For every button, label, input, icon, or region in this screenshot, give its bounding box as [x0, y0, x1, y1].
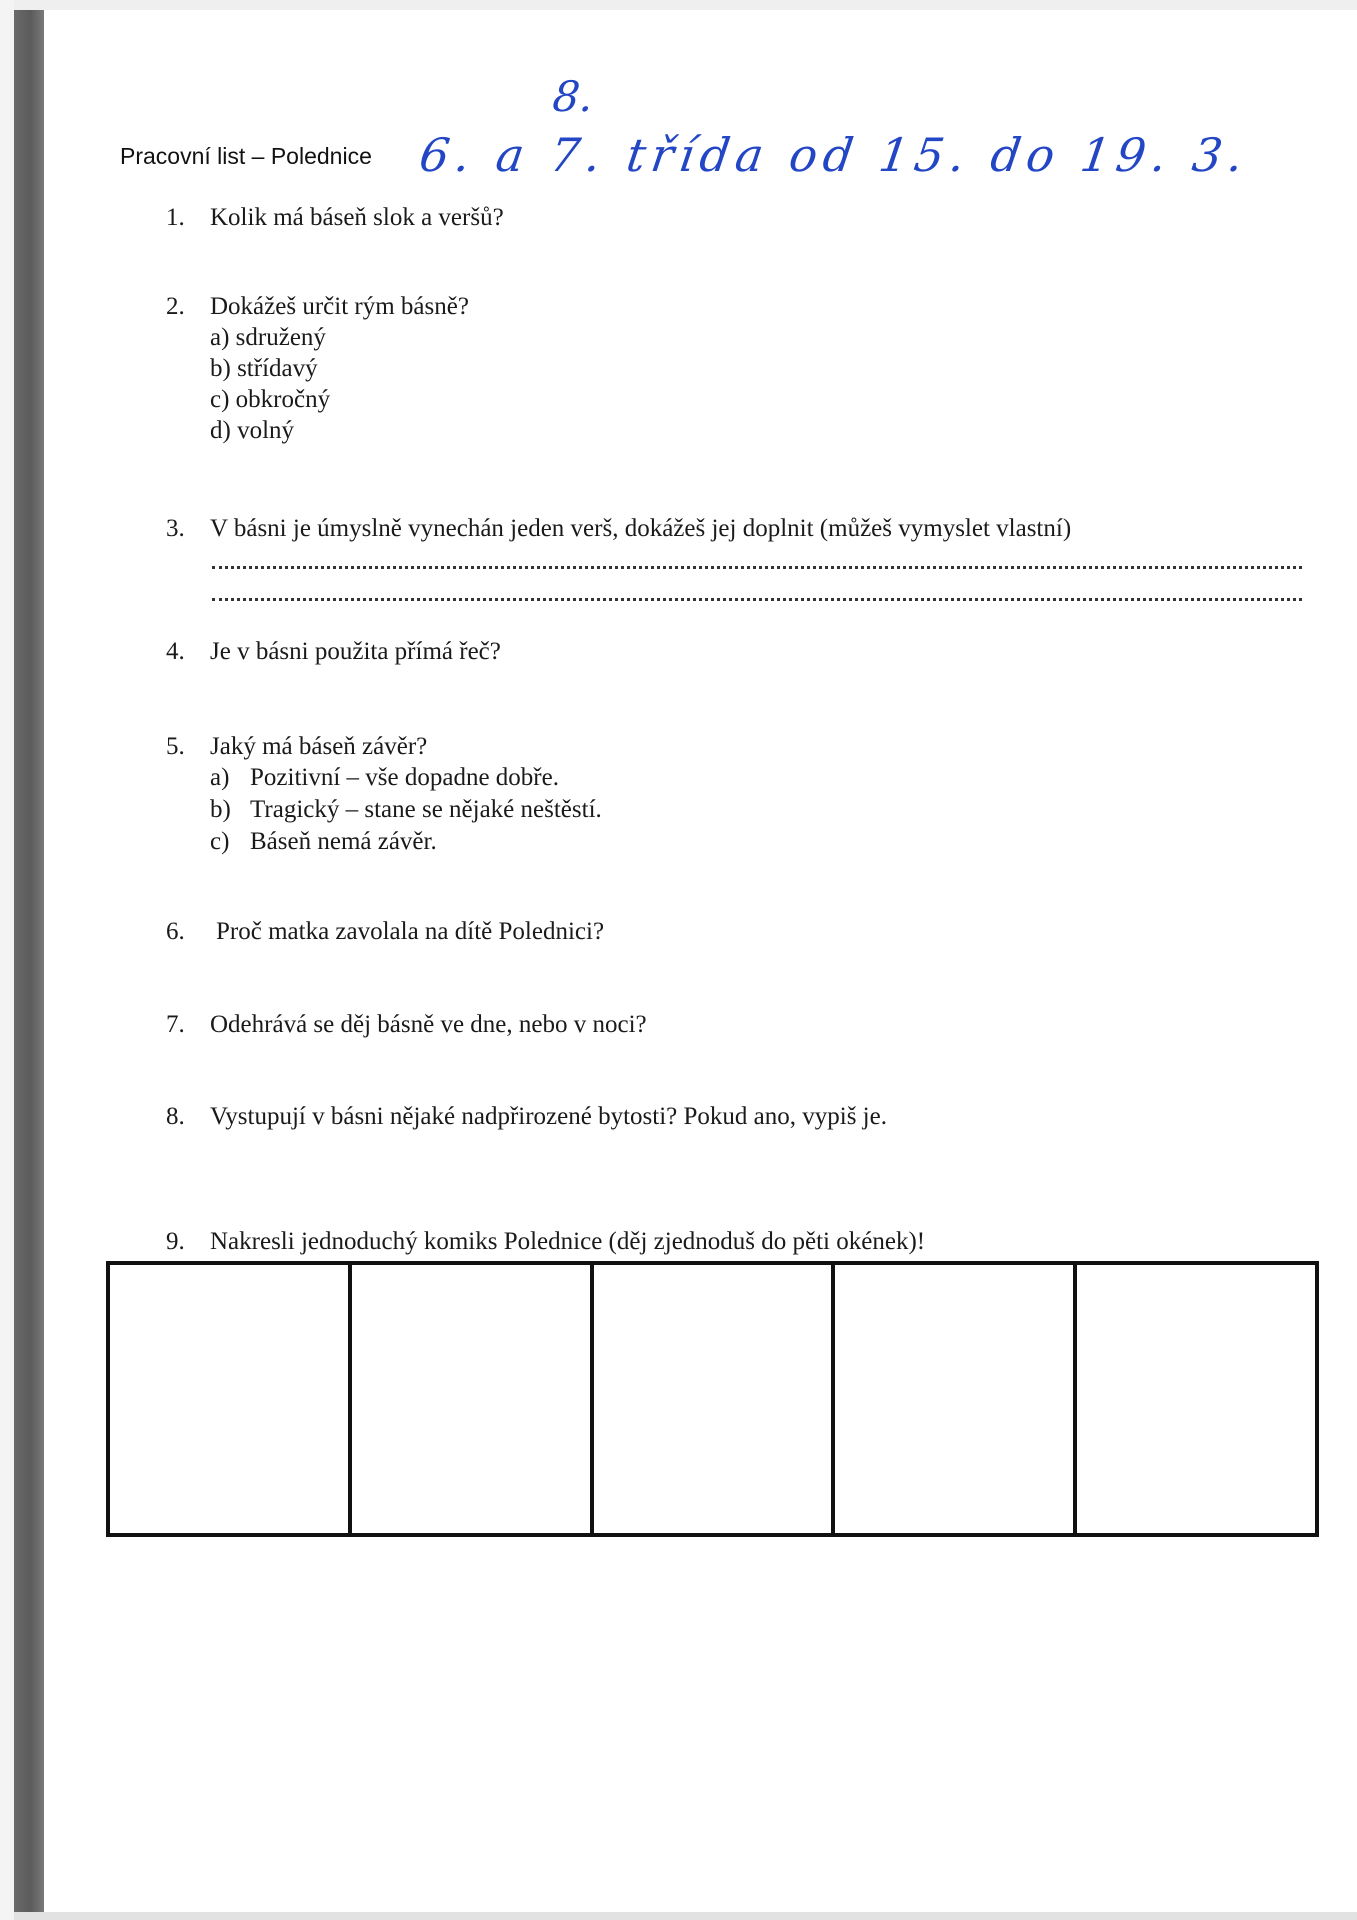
question-4 [166, 636, 501, 667]
question-5-option-c: c) Báseň nemá závěr. [210, 828, 437, 855]
question-2 [166, 291, 469, 322]
question-text: Jaký má báseň závěr? [210, 733, 428, 760]
comic-panel-1 [110, 1265, 352, 1533]
question-5-option-a: a) Pozitivní – vše dopadne dobře. [210, 764, 559, 791]
question-text: Dokážeš určit rým básně? [210, 293, 469, 320]
question-2-option-d: d) volný [210, 417, 295, 444]
handwritten-correction: 8. [550, 72, 596, 121]
question-number: 5. [166, 733, 185, 760]
comic-panel-4 [835, 1265, 1077, 1533]
question-number: 2. [166, 293, 185, 320]
comic-strip [106, 1261, 1319, 1537]
comic-panel-3 [594, 1265, 836, 1533]
question-7 [166, 1009, 647, 1040]
question-number: 9. [166, 1228, 185, 1255]
question-1 [166, 202, 504, 233]
question-number: 3. [166, 515, 185, 542]
question-number: 1. [166, 204, 185, 231]
question-2-option-a: a) sdružený [210, 324, 326, 351]
question-8 [166, 1101, 887, 1132]
handwritten-class-note: 6. a 7. třída od 15. do 19. 3. [416, 128, 1253, 182]
question-text: Vystupují v básni nějaké nadpřirozené bytosti? Pokud ano, vypiš je. [210, 1103, 887, 1130]
question-text: Kolik má báseň slok a veršů? [210, 204, 504, 231]
scan-bottom-edge [14, 1912, 1357, 1920]
question-text: Odehrává se děj básně ve dne, nebo v noci? [210, 1011, 647, 1038]
question-number: 6. [166, 918, 185, 945]
comic-panel-5 [1077, 1265, 1315, 1533]
question-text: Nakresli jednoduchý komiks Polednice (děj zjednoduš do pěti okének)! [210, 1228, 926, 1255]
question-number: 4. [166, 638, 185, 665]
question-text: V básni je úmyslně vynechán jeden verš, dokážeš jej doplnit (můžeš vymyslet vlastní) [210, 515, 1072, 542]
scan-binding-shadow [14, 0, 44, 1920]
question-3 [166, 513, 1071, 544]
comic-panel-2 [352, 1265, 594, 1533]
worksheet-title: Pracovní list – Polednice [120, 143, 372, 169]
question-6 [166, 916, 604, 947]
question-2-option-c: c) obkročný [210, 386, 331, 413]
scan-top-edge [14, 0, 1357, 10]
question-number: 7. [166, 1011, 185, 1038]
question-text: Je v básni použita přímá řeč? [210, 638, 501, 665]
question-text: Proč matka zavolala na dítě Polednici? [216, 918, 605, 945]
answer-dotted-line-1 [212, 566, 1302, 569]
answer-dotted-line-2 [212, 598, 1302, 601]
question-5 [166, 731, 427, 762]
question-number: 8. [166, 1103, 185, 1130]
scan-edge-left [0, 0, 14, 1920]
question-5-option-b: b) Tragický – stane se nějaké neštěstí. [210, 796, 602, 823]
question-2-option-b: b) střídavý [210, 355, 318, 382]
question-9 [166, 1226, 925, 1257]
